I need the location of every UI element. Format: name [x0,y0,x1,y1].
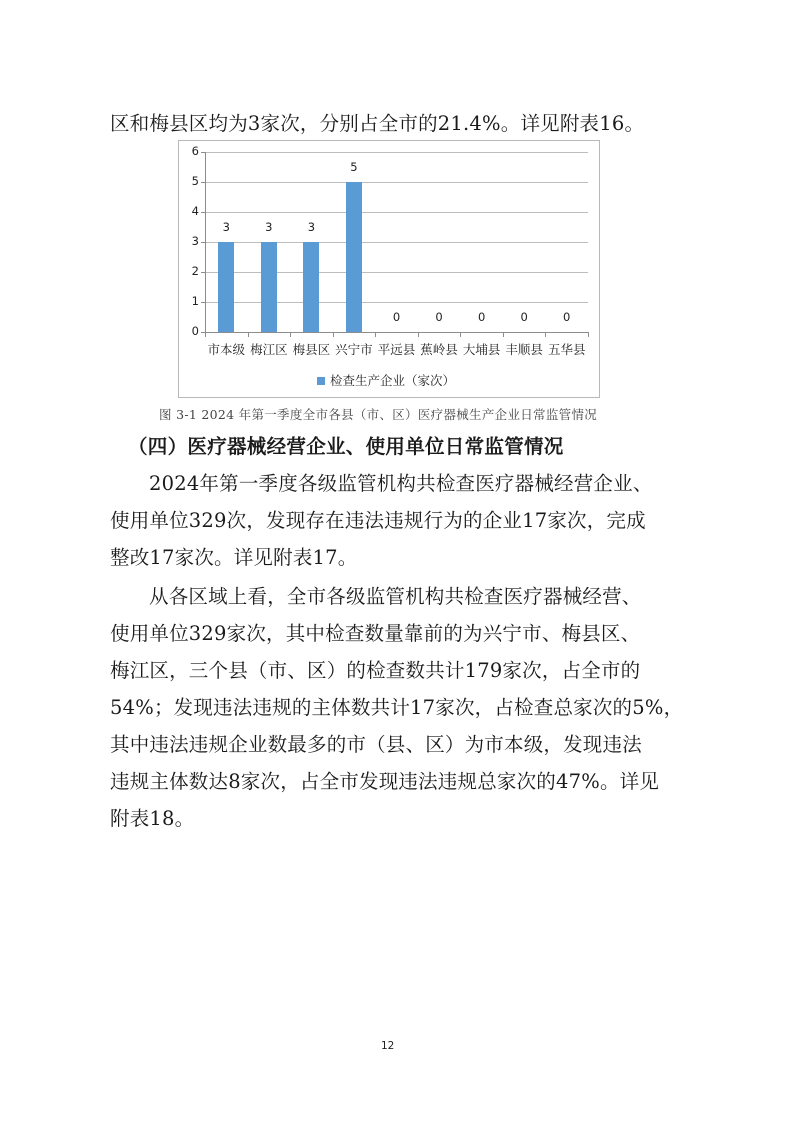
y-tick-label: 0 [191,324,199,338]
x-axis [205,332,588,333]
paragraph-1-line-2: 使用单位329次，发现存在违法违规行为的企业17家次，完成 [110,509,646,532]
page-number: 12 [381,1040,395,1052]
data-label: 3 [307,220,316,234]
x-category-label: 兴宁市 [335,342,373,357]
data-label: 3 [265,220,273,234]
section-heading: （四）医疗器械经营企业、使用单位日常监管情况 [128,435,564,458]
bar [303,242,319,332]
x-tick-mark [333,332,334,337]
bar [218,242,234,332]
data-label: 3 [222,220,230,234]
body-text-line: 区和梅县区均为3家次，分别占全市的21.4%。详见附表16。 [110,112,645,135]
x-category-label: 大埔县 [462,342,501,357]
data-label: 0 [477,310,486,324]
x-tick-mark [588,332,589,337]
paragraph-2-line-6: 违规主体数达8家次，占全市发现违法违规总家次的47%。详见 [110,770,660,793]
data-label: 0 [563,310,571,324]
x-tick-mark [545,332,546,337]
gridline [205,212,588,213]
paragraph-1-line-3: 整改17家次。详见附表17。 [110,546,358,569]
paragraph-2-line-5: 其中违法违规企业数最多的市（县、区）为市本级，发现违法 [110,733,642,756]
bar [346,182,362,332]
paragraph-1-line-1: 2024年第一季度各级监管机构共检查医疗器械经营企业、 [149,472,653,495]
x-tick-mark [205,332,206,337]
x-tick-mark [503,332,504,337]
y-tick-label: 1 [191,294,199,308]
y-axis [205,152,206,332]
x-tick-mark [460,332,461,337]
paragraph-2-line-3: 梅江区，三个县（市、区）的检查数共计179家次，占全市的 [110,659,641,682]
paragraph-2-line-1: 从各区域上看，全市各级监管机构共检查医疗器械经营、 [149,585,642,608]
y-tick-label: 4 [191,204,199,218]
data-label: 5 [350,160,358,174]
gridline [205,182,588,183]
paragraph-2-line-2: 使用单位329家次，其中检查数量靠前的为兴宁市、梅县区、 [110,622,641,645]
chart-legend [317,371,455,389]
y-tick-label: 3 [191,234,199,248]
x-category-label: 梅江区 [250,342,288,357]
x-category-label: 梅县区 [292,342,331,357]
legend-swatch-icon [317,377,325,385]
data-label: 0 [520,310,528,324]
y-tick-label: 6 [191,144,199,158]
x-category-label: 市本级 [207,342,246,357]
bar [261,242,277,332]
legend-label: 检查生产企业（家次） [330,373,456,388]
data-label: 0 [392,310,401,324]
bar-chart [178,140,600,398]
x-tick-mark [375,332,376,337]
gridline [205,152,588,153]
x-tick-mark [290,332,291,337]
y-tick-label: 5 [191,174,199,188]
x-category-label: 平远县 [377,342,416,357]
x-category-label: 丰顺县 [505,342,543,357]
paragraph-2-line-7: 附表18。 [110,807,195,830]
x-tick-mark [418,332,419,337]
x-category-label: 五华县 [547,342,586,357]
x-tick-mark [248,332,249,337]
y-tick-label: 2 [191,264,199,278]
figure-caption: 图 3-1 2024 年第一季度全市各县（市、区）医疗器械生产企业日常监管情况 [159,407,598,422]
data-label: 0 [435,310,443,324]
paragraph-2-line-4: 54%；发现违法违规的主体数共计17家次，占检查总家次的5%， [110,696,684,719]
x-category-label: 蕉岭县 [420,342,458,357]
